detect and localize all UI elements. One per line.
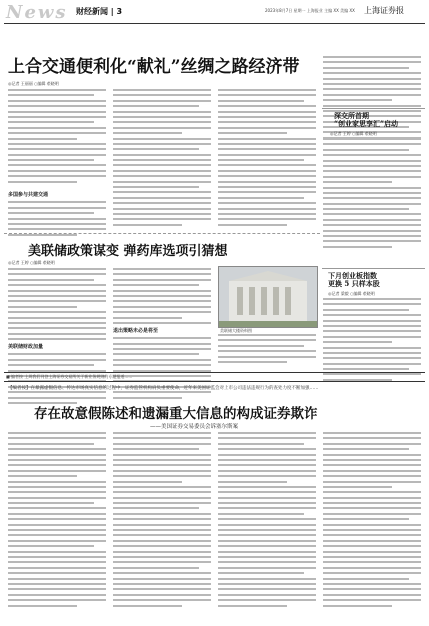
lead-byline: ◎记者 王丽丽 ○编辑 裘晓明 [8, 81, 59, 86]
photo-caption: 美联储大楼资料图 [220, 328, 252, 333]
notice-rule-bottom [4, 381, 425, 382]
notice-rule-top [4, 372, 425, 373]
section-label: 财经新闻 | 3 [76, 7, 123, 16]
second-subhead-2: 退出策略未必是将至 [113, 328, 159, 335]
sidebar-b-byline: ◎记者 梁毅 ○编辑 裘晓明 [328, 291, 375, 296]
lead-column-4 [323, 56, 421, 142]
sidebar-a-byline: ◎记者 王婷 ○编辑 裘晓明 [330, 131, 377, 136]
third-column-3 [218, 432, 316, 610]
building-illustration [219, 267, 317, 327]
fed-building-photo [218, 266, 318, 328]
second-divider [4, 233, 320, 234]
lead-column-1 [8, 89, 106, 239]
second-column-3 [218, 334, 316, 366]
sidebar-b-title: 下月创业板指数 更换 5 只样本股 [328, 271, 380, 288]
third-subheadline: ——美国证券交易委员会诉塞尔斯案 [150, 424, 239, 430]
third-column-2 [113, 432, 211, 610]
news-logo: News [6, 2, 68, 23]
paper-name: 上海证券报 [364, 6, 404, 15]
third-column-4 [323, 432, 421, 610]
editors-note: 【编者按】在暴露虚假信息、传达市场真实信息的过程中，证券监管机构肩负重要使命，近年来美国证监会对上市公司违法违规行为的查处力度不断加强…… [8, 386, 319, 391]
lead-column-3 [218, 89, 316, 229]
lead-headline: 上合交通便利化“献礼”丝绸之路经济带 [8, 57, 300, 77]
sidebar-a-title: 深交所首期 “创业家思享汇”启动 [334, 111, 399, 128]
sidebar-a-rule [322, 108, 425, 109]
masthead [0, 0, 429, 22]
notice-bar: ■ 编者按 上周我们刊登上海证券交易所关于新业务规则的专题报道…… [6, 374, 133, 379]
third-column-1 [8, 432, 106, 610]
sidebar-a-body [323, 138, 421, 251]
sidebar-b-rule [322, 268, 425, 269]
second-subhead-1: 美联储财政加量 [8, 344, 44, 351]
second-byline: ◎记者 王婷 ○编辑 裘晓明 [8, 260, 55, 265]
masthead-rule [4, 23, 425, 24]
second-headline: 美联储政策谋变 弹药库选项引猜想 [28, 244, 228, 259]
lead-column-2 [113, 89, 211, 229]
issue-date: 2023年8月7日 星期一 上海报业 主编 XX 美编 XX [265, 8, 355, 13]
lead-subhead: 多国参与共建交通 [8, 192, 49, 199]
third-headline: 存在故意假陈述和遗漏重大信息的构成证券欺诈 [34, 406, 318, 422]
